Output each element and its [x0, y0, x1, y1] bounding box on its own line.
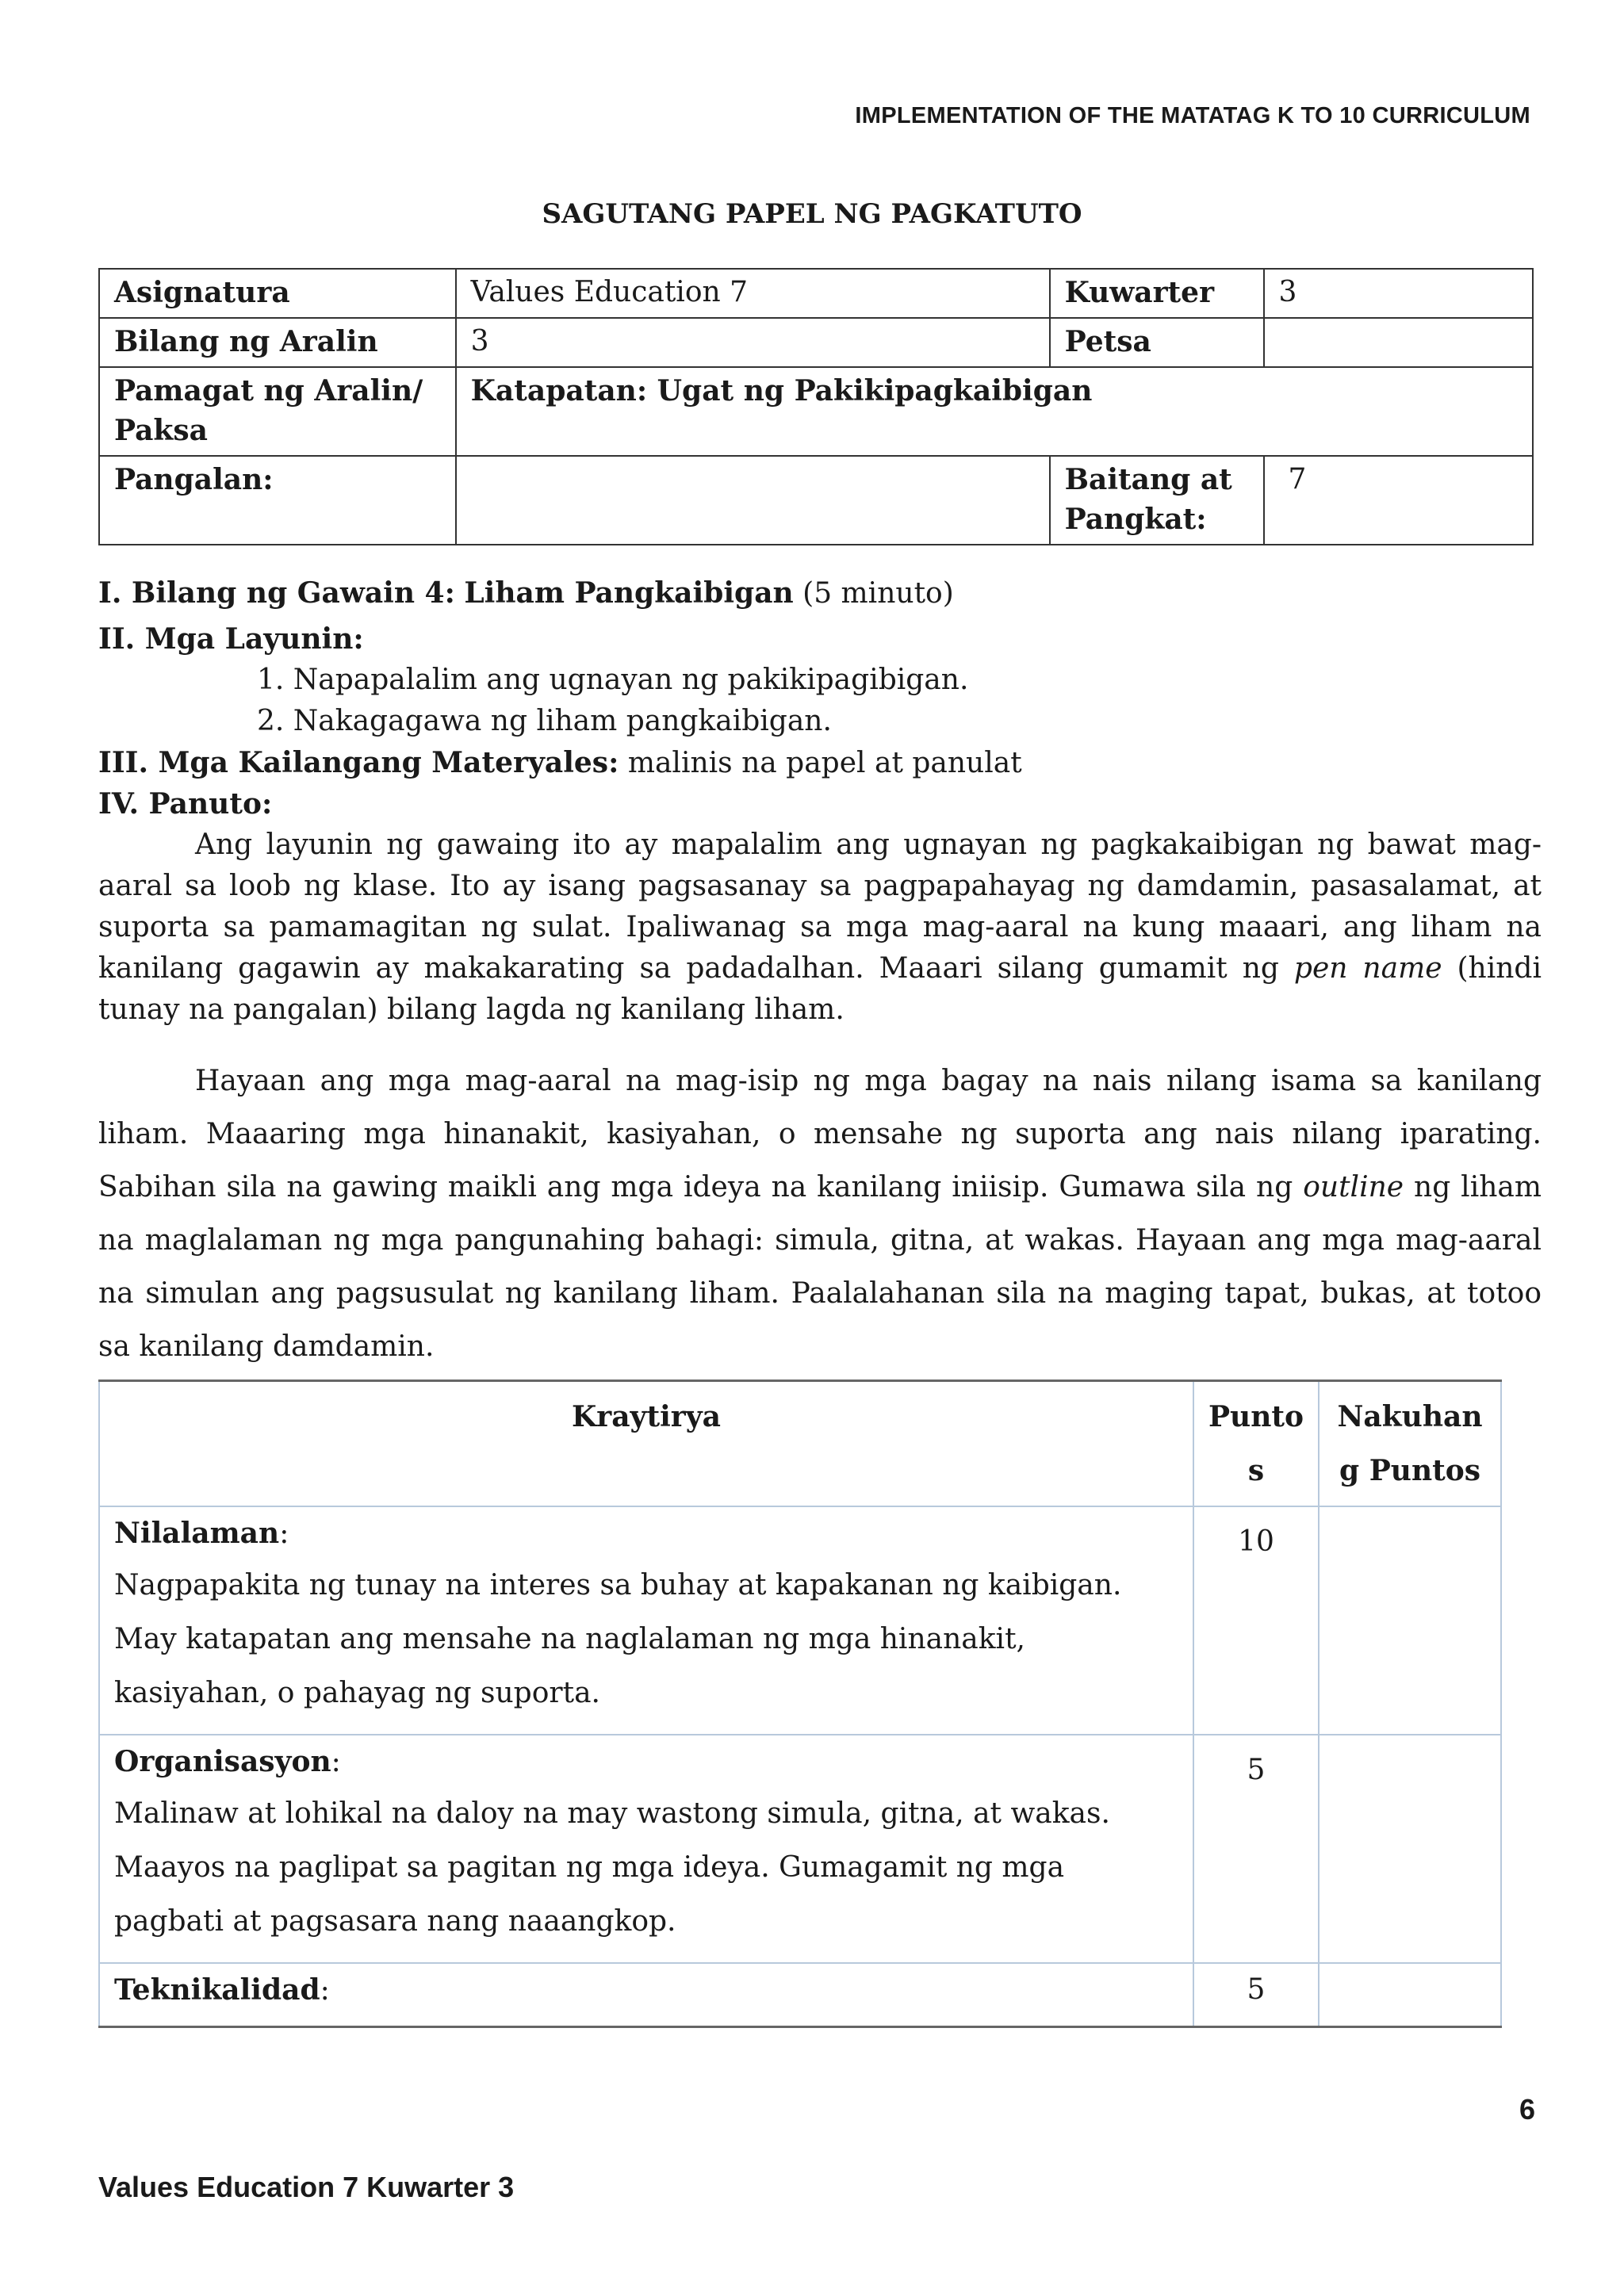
p1-text: Ang layunin ng gawaing ito ay mapalalim ang ugnayan ng pagkakaibigan ng bawat mag-aaral sa loob ng klase. Ito ay isang pagsasanay sa pagpapahayag ng damdamin, pasasalamat, at suporta sa pamamagitan ng sulat. Ipaliwanag sa mga mag-aaral na kung maaari, ang liham na kanilang gagawin ay makakarating sa padadalhan. Maaari silang gumamit ng	[98, 828, 1542, 985]
aralin-value: 3	[456, 318, 1050, 367]
info-row	[99, 456, 1533, 545]
criterion-cell	[99, 1506, 1193, 1735]
puntos-header: Punto s	[1193, 1381, 1319, 1507]
criterion-description: Nagpapakita ng tunay na interes sa buhay at kapakanan ng kaibigan. May katapatan ang mensahe na naglalaman ng mga hinanakit, kasiyahan, o pahayag ng suporta.	[114, 1569, 1122, 1709]
criterion-heading: Nilalaman:	[114, 1517, 289, 1550]
petsa-label: Petsa	[1050, 318, 1264, 367]
page-number: 6	[1519, 2093, 1535, 2126]
gawain-title: Liham Pangkaibigan	[464, 576, 794, 610]
rubric-row	[99, 1963, 1501, 2027]
header-note: IMPLEMENTATION OF THE MATATAG K TO 10 CURRICULUM	[855, 103, 1530, 128]
criterion-description: Malinaw at lohikal na daloy na may wastong simula, gitna, at wakas. Maayos na paglipat sa pagitan ng mga ideya. Gumagamit ng mga pagbati at pagsasara nang naaangkop.	[114, 1797, 1110, 1938]
panuto-heading: IV. Panuto:	[98, 787, 273, 821]
gawain-duration: (5 minuto)	[802, 577, 954, 610]
pangalan-field[interactable]	[456, 456, 1050, 545]
panuto-paragraph-2	[98, 1054, 1542, 1373]
objective-item: 2. Nakagagawa ng liham pangkaibigan.	[257, 705, 832, 737]
footer-text: Values Education 7 Kuwarter 3	[98, 2171, 515, 2203]
score-field[interactable]	[1319, 1506, 1501, 1735]
asignatura-value: Values Education 7	[456, 269, 1050, 318]
criterion-name: Nilalaman	[114, 1517, 280, 1550]
p1-text-end: (hindi tunay na pangalan) bilang lagda ng kanilang liham.	[98, 952, 1542, 1026]
criterion-heading: Teknikalidad:	[114, 1973, 330, 2007]
layunin-heading: II. Mga Layunin:	[98, 622, 364, 656]
criterion-cell	[99, 1735, 1193, 1963]
aralin-label: Bilang ng Aralin	[99, 318, 456, 367]
baitang-value: 7	[1264, 456, 1534, 545]
kuwarter-value: 3	[1264, 269, 1534, 318]
points-cell: 5	[1193, 1963, 1319, 2027]
asignatura-label: Asignatura	[99, 269, 456, 318]
materyales-value: malinis na papel at panulat	[627, 747, 1022, 779]
info-row	[99, 318, 1533, 367]
p2-text: Hayaan ang mga mag-aaral na mag-isip ng mga bagay na nais nilang isama sa kanilang liham. Maaaring mga hinanakit, kasiyahan, o mensahe ng suporta ang nais nilang iparating. Sabihan sila na gawing maikli ang mga ideya na kanilang iniisip. Gumawa sila ng	[98, 1065, 1542, 1203]
materyales-line	[98, 742, 1542, 784]
score-field[interactable]	[1319, 1963, 1501, 2027]
rubric-header-row	[99, 1381, 1501, 1507]
points-cell: 10	[1193, 1506, 1319, 1735]
criterion-heading: Organisasyon:	[114, 1745, 341, 1778]
p2-text-end: ng liham na maglalaman ng mga pangunahing bahagi: simula, gitna, at wakas. Hayaan ang mga mag-aaral na simulan ang pagsusulat ng kanilang liham. Paalalahanan sila na maging tapat, bukas, at totoo sa kanilang damdamin.	[98, 1171, 1542, 1363]
materyales-label: III. Mga Kailangang Materyales:	[98, 746, 619, 779]
gawain-label: I. Bilang ng Gawain 4:	[98, 576, 455, 610]
panuto-paragraph-1	[98, 825, 1542, 1031]
kraytirya-header: Kraytirya	[99, 1381, 1193, 1507]
petsa-field[interactable]	[1264, 318, 1534, 367]
rubric-row	[99, 1735, 1501, 1963]
criterion-name: Teknikalidad	[114, 1973, 320, 2007]
points-cell: 5	[1193, 1735, 1319, 1963]
objective-item: 1. Napapalalim ang ugnayan ng pakikipagibigan.	[257, 664, 969, 696]
score-field[interactable]	[1319, 1735, 1501, 1963]
kuwarter-label: Kuwarter	[1050, 269, 1264, 318]
p2-italic: outline	[1303, 1171, 1404, 1203]
info-row	[99, 367, 1533, 456]
document-title: SAGUTANG PAPEL NG PAGKATUTO	[542, 198, 1082, 230]
criterion-name: Organisasyon	[114, 1745, 331, 1778]
rubric-table	[98, 1380, 1502, 2028]
pamagat-label: Pamagat ng Aralin/ Paksa	[99, 367, 456, 456]
pangalan-label: Pangalan:	[99, 456, 456, 545]
p1-italic: pen name	[1293, 952, 1442, 985]
pamagat-value: Katapatan: Ugat ng Pakikipagkaibigan	[456, 367, 1533, 456]
gawain-heading	[98, 572, 1542, 614]
criterion-cell	[99, 1963, 1193, 2027]
nakuhang-puntos-header: Nakuhan g Puntos	[1319, 1381, 1501, 1507]
rubric-row	[99, 1506, 1501, 1735]
info-row	[99, 269, 1533, 318]
baitang-label: Baitang at Pangkat:	[1050, 456, 1264, 545]
lesson-info-table	[98, 268, 1534, 545]
